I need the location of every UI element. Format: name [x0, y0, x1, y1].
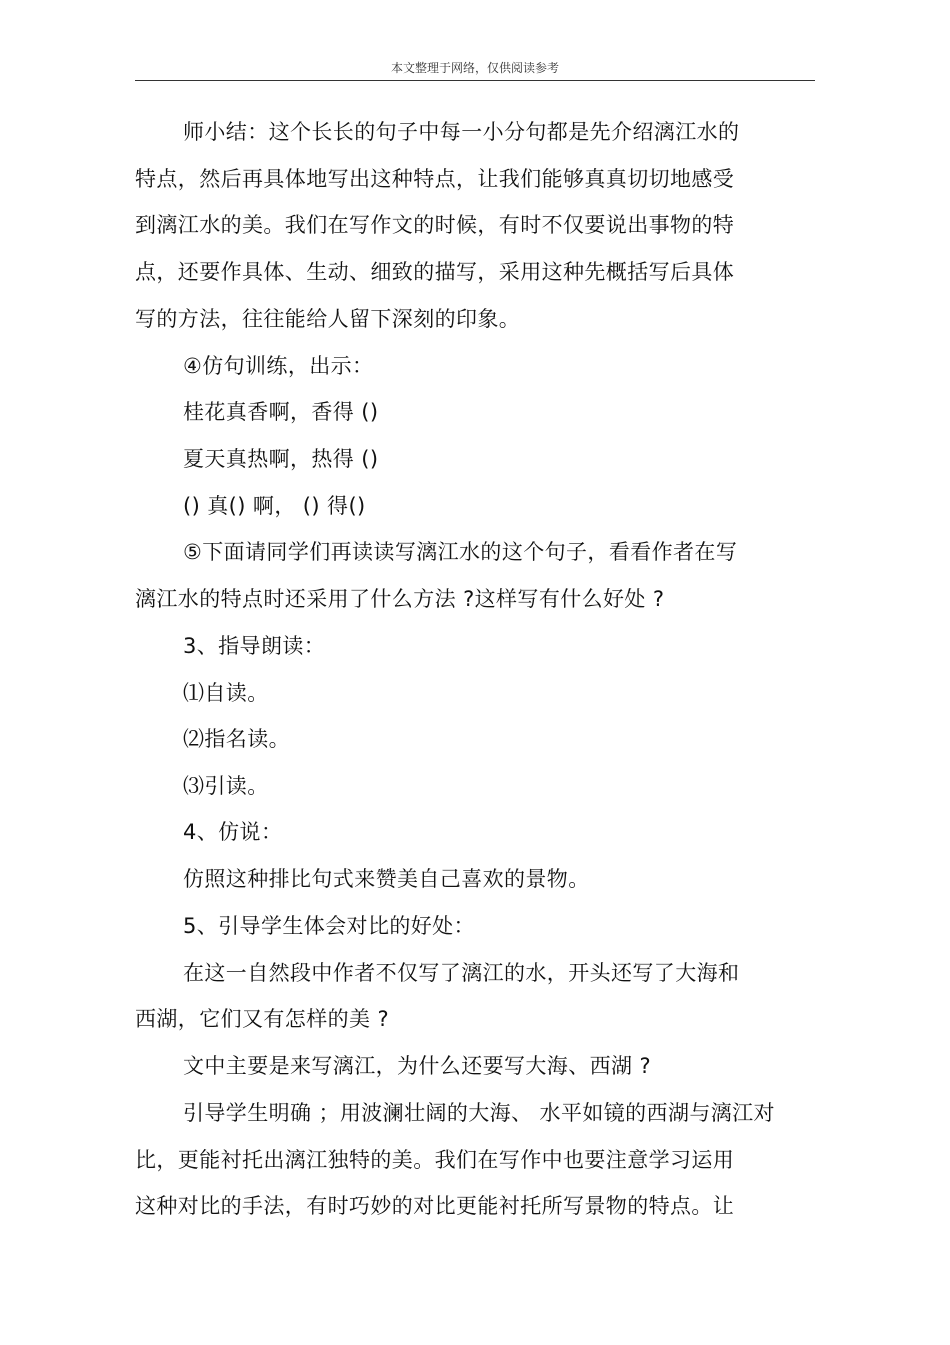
text-line: ⑵指名读。: [183, 727, 290, 751]
header-text: 本文整理于网络，仅供阅读参考: [390, 61, 559, 75]
text-line: 5、引导学生体会对比的好处：: [183, 914, 475, 938]
text-line: 3、指导朗读：: [183, 634, 326, 658]
text-line: 到漓江水的美。我们在写作文的时候，有时不仅要说出事物的特: [135, 213, 735, 237]
text-line: 点，还要作具体、生动、细致的描写，采用这种先概括写后具体: [135, 260, 735, 284]
text-line: 特点，然后再具体地写出这种特点，让我们能够真真切切地感受: [135, 167, 735, 191]
text-line: ⑶引读。: [183, 774, 269, 798]
text-line: 写的方法，往往能给人留下深刻的印象。: [135, 307, 521, 331]
text-line: 在这一自然段中作者不仅写了漓江的水，开头还写了大海和: [183, 961, 740, 985]
text-line: 夏天真热啊，热得 (): [183, 447, 379, 471]
text-line: 漓江水的特点时还采用了什么方法 ?这样写有什么好处 ?: [135, 587, 665, 611]
text-line: 西湖，它们又有怎样的美 ?: [135, 1007, 390, 1031]
text-line: 引导学生明确 ；用波澜壮阔的大海、 水平如镜的西湖与漓江对: [183, 1101, 775, 1125]
text-line: () 真() 啊， () 得(): [183, 494, 366, 518]
text-line: 桂花真香啊，香得 (): [183, 400, 379, 424]
text-line: 比，更能衬托出漓江独特的美。我们在写作中也要注意学习运用: [135, 1148, 735, 1172]
text-line: ⑴自读。: [183, 681, 269, 705]
text-line: ④仿句训练，出示：: [183, 354, 374, 378]
text-line: 师小结：这个长长的句子中每一小分句都是先介绍漓江水的: [183, 120, 740, 144]
text-line: 文中主要是来写漓江，为什么还要写大海、西湖 ?: [183, 1054, 652, 1078]
text-line: ⑤下面请同学们再读读写漓江水的这个句子，看看作者在写: [183, 540, 738, 564]
text-line: 4、仿说：: [183, 820, 283, 844]
text-line: 仿照这种排比句式来赞美自己喜欢的景物。: [183, 867, 590, 891]
text-line: 这种对比的手法，有时巧妙的对比更能衬托所写景物的特点。让: [135, 1194, 735, 1218]
